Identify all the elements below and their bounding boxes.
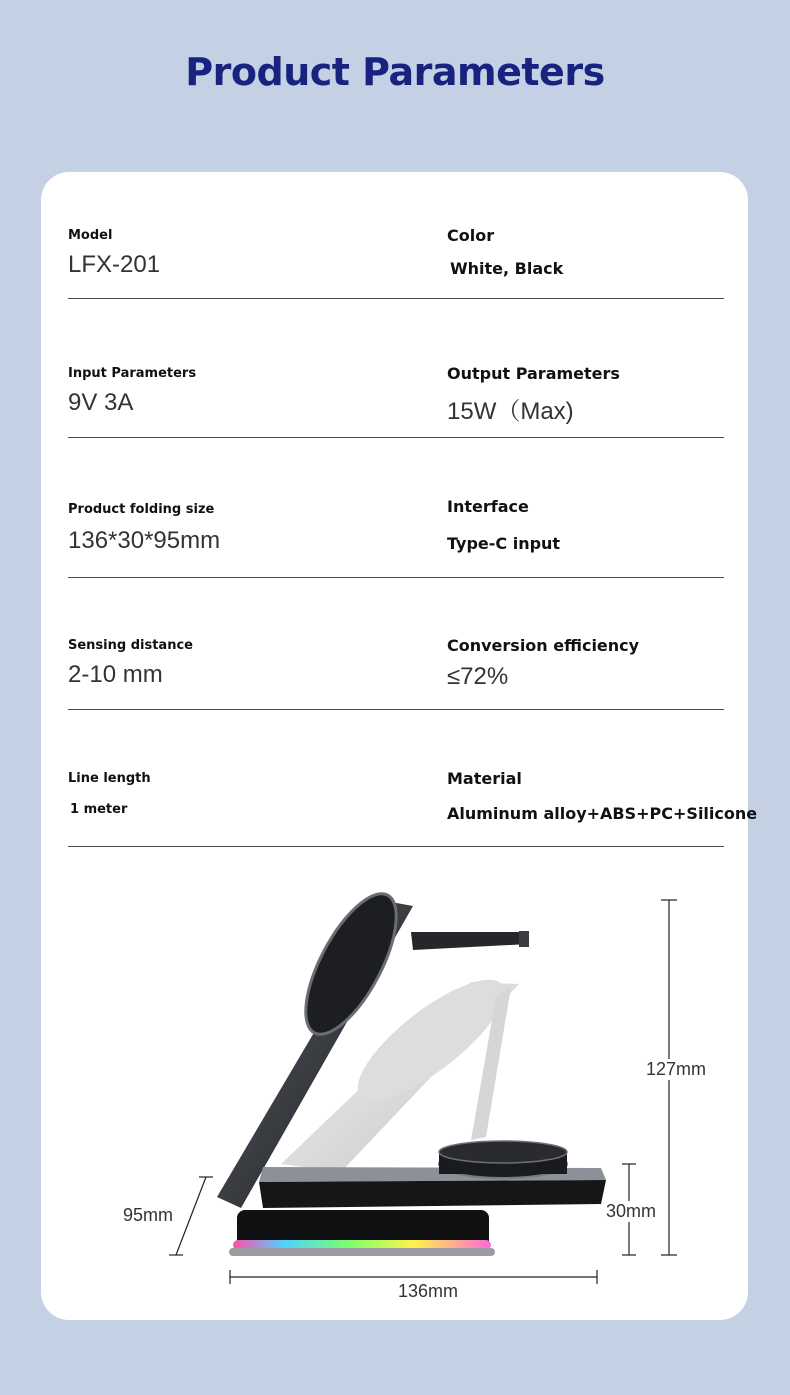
param-model bbox=[68, 224, 160, 279]
param-value: 9V 3A bbox=[68, 389, 134, 416]
param-row-input-output bbox=[68, 362, 724, 438]
param-label: Output Parameters bbox=[447, 364, 620, 383]
param-label: Model bbox=[68, 228, 113, 243]
param-line-length bbox=[68, 769, 151, 817]
charger-base bbox=[229, 1210, 495, 1256]
dimension-depth-label: 95mm bbox=[123, 1205, 174, 1225]
param-label: Interface bbox=[447, 497, 529, 516]
param-sensing-distance bbox=[68, 634, 193, 689]
param-value: Aluminum alloy+ABS+PC+Silicone bbox=[447, 804, 758, 823]
param-label: Input Parameters bbox=[68, 366, 197, 381]
param-row-sensing-efficiency bbox=[68, 634, 724, 710]
param-value: 2-10 mm bbox=[68, 661, 163, 688]
param-input bbox=[68, 362, 196, 417]
param-label: Material bbox=[447, 769, 522, 788]
param-value: 15W（Max) bbox=[447, 398, 574, 425]
param-folding-size bbox=[68, 497, 220, 555]
param-value: ≤72% bbox=[447, 663, 509, 690]
param-label: Line length bbox=[68, 771, 151, 786]
param-row-model-color bbox=[68, 224, 724, 299]
param-interface bbox=[447, 497, 560, 553]
product-dimension-illustration bbox=[41, 872, 748, 1320]
param-material bbox=[447, 769, 757, 823]
param-label: Conversion efficiency bbox=[447, 636, 640, 655]
param-value: 136*30*95mm bbox=[68, 527, 221, 554]
param-row-line-material bbox=[68, 769, 758, 847]
param-value: White, Black bbox=[450, 259, 564, 278]
param-conversion-efficiency bbox=[447, 634, 639, 691]
charger-illustration bbox=[41, 872, 748, 1320]
dimension-base-height-label: 30mm bbox=[606, 1201, 657, 1221]
param-value: LFX-201 bbox=[68, 251, 161, 278]
parameters-card bbox=[41, 172, 758, 1320]
param-value: 1 meter bbox=[70, 802, 128, 817]
param-label: Color bbox=[447, 226, 495, 245]
dimension-width-label: 136mm bbox=[398, 1281, 459, 1301]
param-label: Sensing distance bbox=[68, 638, 193, 653]
param-color bbox=[447, 224, 563, 278]
param-label: Product folding size bbox=[68, 502, 215, 517]
page-title: Product Parameters bbox=[185, 50, 605, 94]
param-output bbox=[447, 362, 620, 426]
param-value: Type-C input bbox=[447, 534, 561, 553]
dimension-height-label: 127mm bbox=[646, 1059, 707, 1079]
param-row-size-interface bbox=[68, 497, 724, 578]
